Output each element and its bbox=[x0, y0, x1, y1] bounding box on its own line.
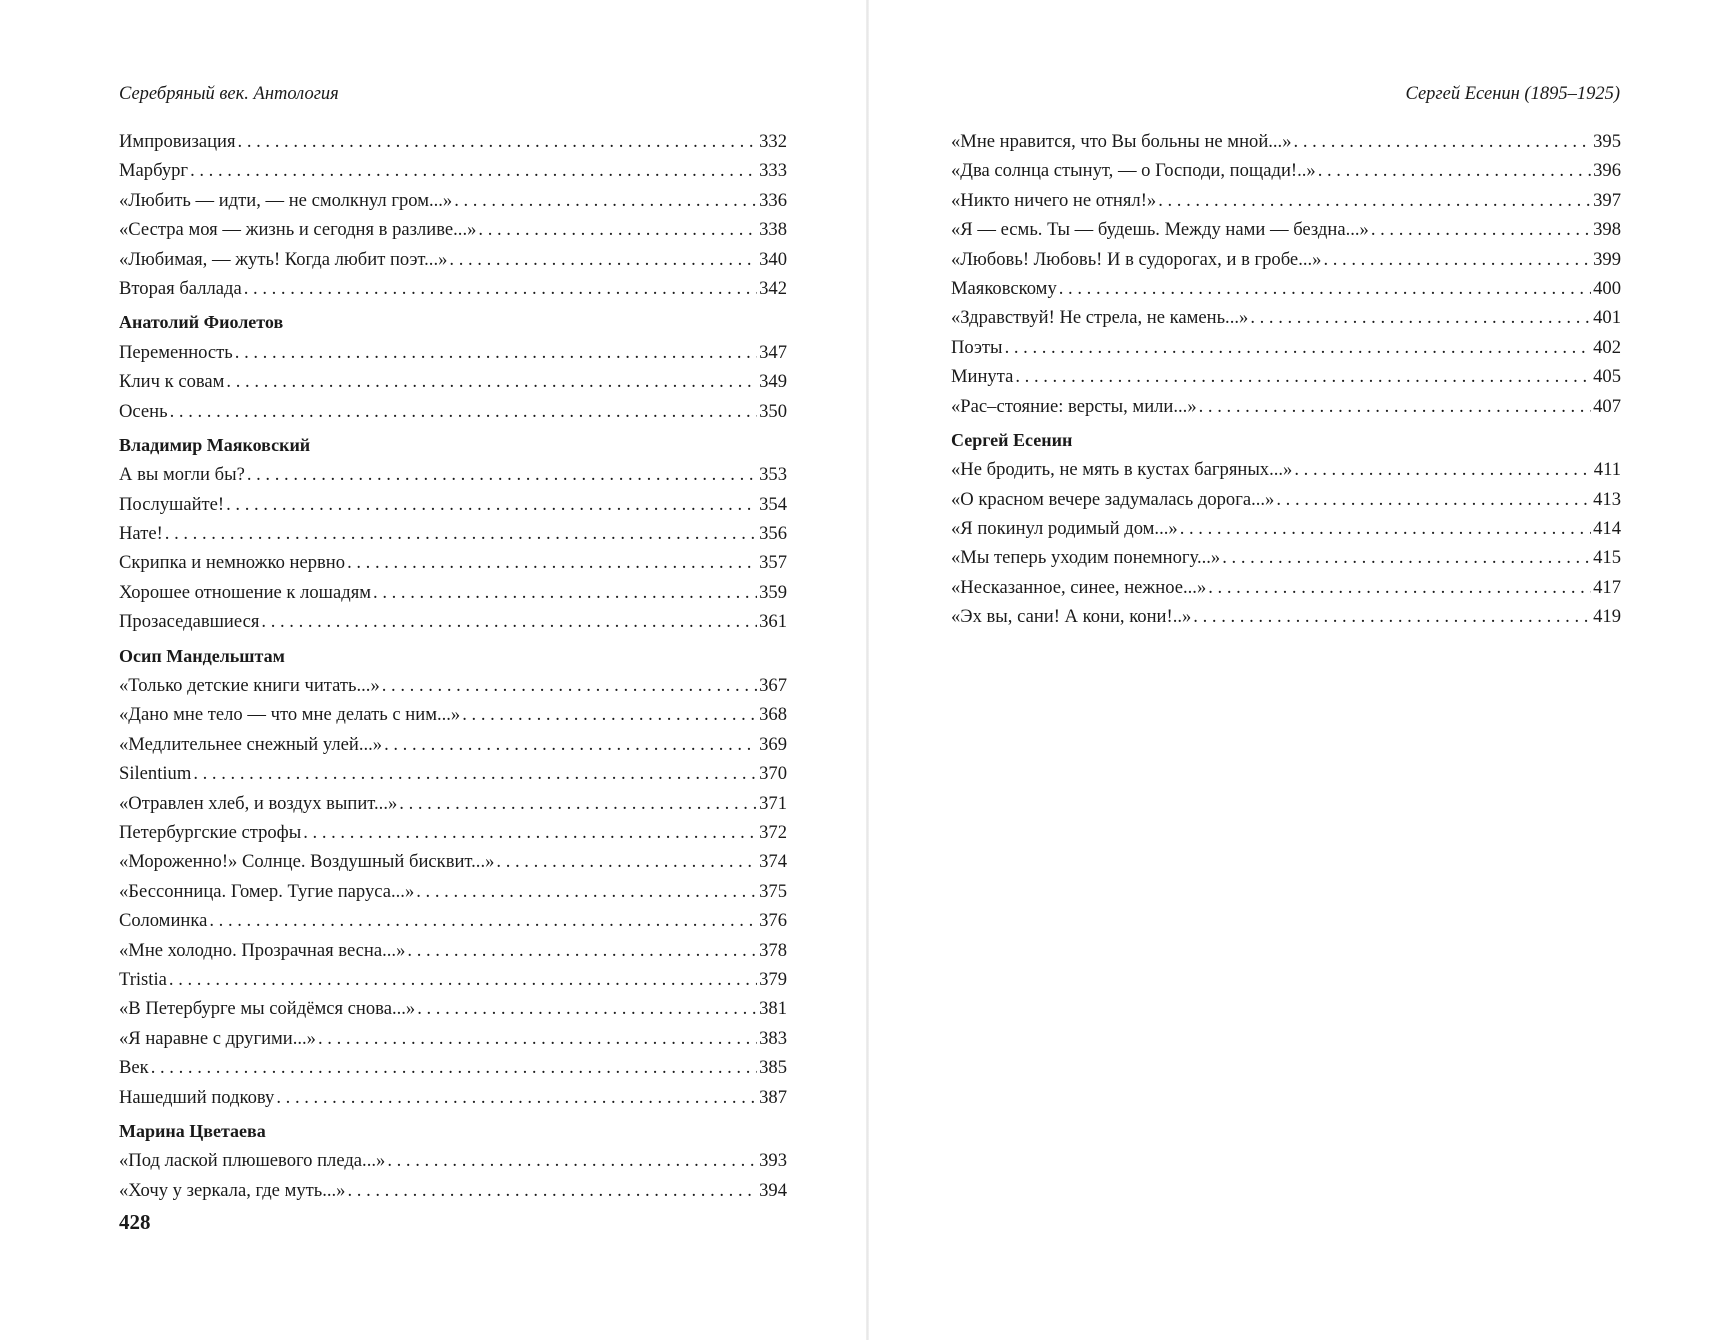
toc-entry-title: Маяковскому bbox=[951, 277, 1057, 299]
toc-entry-title: «Мне нравится, что Вы больны не мной...» bbox=[951, 131, 1292, 152]
toc-entry-title: «Мне холодно. Прозрачная весна...» bbox=[119, 939, 406, 961]
toc-entry-title: Послушайте! bbox=[119, 493, 225, 515]
toc-entry-page: 413 bbox=[1593, 488, 1621, 510]
toc-entry-page: 381 bbox=[759, 998, 787, 1020]
toc-entry[interactable] bbox=[119, 851, 787, 880]
toc-entry-title: Петербургские строфы bbox=[119, 821, 302, 843]
dot-leader bbox=[238, 131, 758, 153]
author-heading: Марина Цветаева bbox=[119, 1120, 266, 1141]
dot-leader bbox=[303, 822, 757, 844]
dot-leader bbox=[416, 881, 757, 903]
toc-entry-page: 342 bbox=[759, 277, 787, 299]
toc-entry-title: Хорошее отношение к лошадям bbox=[119, 581, 372, 603]
dot-leader bbox=[478, 219, 757, 241]
dot-leader bbox=[1318, 160, 1591, 182]
dot-leader bbox=[226, 371, 757, 393]
toc-entry[interactable] bbox=[119, 342, 787, 371]
toc-entry[interactable] bbox=[119, 401, 787, 430]
toc-entry-title: Клич к совам bbox=[119, 371, 225, 393]
toc-entry[interactable] bbox=[119, 822, 787, 851]
toc-entry-title: «Два солнца стынут, — о Господи, пощади!..» bbox=[951, 160, 1316, 182]
dot-leader bbox=[1015, 366, 1591, 388]
toc-entry[interactable] bbox=[951, 606, 1621, 635]
toc-entry[interactable] bbox=[119, 793, 787, 822]
toc-entry[interactable] bbox=[951, 219, 1621, 248]
dot-leader bbox=[347, 552, 757, 574]
toc-entry[interactable] bbox=[119, 494, 787, 523]
toc-entry-title: Марбург bbox=[119, 160, 189, 182]
toc-entry-page: 347 bbox=[759, 341, 787, 363]
dot-leader bbox=[1250, 307, 1591, 329]
dot-leader bbox=[347, 1180, 757, 1202]
dot-leader bbox=[384, 734, 757, 756]
toc-entry-page: 378 bbox=[759, 939, 787, 961]
toc-entry-title: «Мороженно!» Солнце. Воздушный бисквит...» bbox=[119, 851, 495, 873]
toc-entry[interactable] bbox=[119, 278, 787, 307]
toc-entry-title: «Любовь! Любовь! И в судорогах, и в гробе...» bbox=[951, 248, 1322, 270]
toc-entry-page: 399 bbox=[1593, 248, 1621, 270]
left-page bbox=[0, 0, 866, 1340]
toc-entry-page: 336 bbox=[759, 189, 787, 211]
toc-entry-page: 368 bbox=[759, 704, 787, 726]
toc-entry-page: 419 bbox=[1593, 606, 1621, 628]
dot-leader bbox=[399, 793, 757, 815]
toc-entry[interactable] bbox=[119, 523, 787, 552]
toc-entry[interactable] bbox=[951, 366, 1621, 395]
dot-leader bbox=[276, 1087, 757, 1109]
toc-entry-title: «Хочу у зеркала, где муть...» bbox=[119, 1179, 346, 1201]
toc-entry-title: «Несказанное, синее, нежное...» bbox=[951, 576, 1207, 598]
toc-entry[interactable] bbox=[951, 278, 1621, 307]
toc-entry-page: 393 bbox=[759, 1150, 787, 1172]
toc-entry-title: Поэты bbox=[951, 336, 1003, 358]
author-heading: Сергей Есенин bbox=[951, 429, 1073, 450]
toc-entry-title: «О красном вечере задумалась дорога...» bbox=[951, 488, 1275, 510]
toc-entry-title: «Я наравне с другими...» bbox=[119, 1027, 316, 1049]
toc-entry[interactable] bbox=[119, 1028, 787, 1057]
toc-entry-title: «Я — есмь. Ты — будешь. Между нами — бездна...» bbox=[951, 219, 1369, 241]
toc-entry-page: 372 bbox=[759, 821, 787, 843]
toc-entry-page: 411 bbox=[1593, 459, 1621, 481]
dot-leader bbox=[496, 851, 757, 873]
dot-leader bbox=[1193, 606, 1591, 628]
toc-entry-page: 383 bbox=[759, 1027, 787, 1049]
toc-entry-page: 417 bbox=[1593, 576, 1621, 598]
toc-entry-title: Век bbox=[119, 1057, 149, 1079]
author-heading: Осип Мандельштам bbox=[119, 645, 285, 666]
toc-entry-title: «Под лаской плюшевого пледа...» bbox=[119, 1150, 386, 1172]
toc-entry-title: Осень bbox=[119, 400, 168, 422]
toc-entry-page: 338 bbox=[759, 219, 787, 241]
dot-leader bbox=[169, 969, 757, 991]
toc-entry-title: Нате! bbox=[119, 523, 163, 545]
toc-entry[interactable] bbox=[119, 969, 787, 998]
toc-entry-title: Переменность bbox=[119, 341, 233, 363]
toc-entry[interactable] bbox=[119, 1087, 787, 1116]
toc-entry-title: «Дано мне тело — что мне делать с ним...» bbox=[119, 704, 461, 726]
toc-entry[interactable] bbox=[951, 160, 1621, 189]
toc-entry-page: 354 bbox=[759, 493, 787, 515]
dot-leader bbox=[462, 704, 757, 726]
toc-entry-title: «Только детские книги читать...» bbox=[119, 675, 380, 697]
toc-entry[interactable] bbox=[119, 371, 787, 400]
dot-leader bbox=[1158, 190, 1591, 212]
toc-entry-title: «Никто ничего не отнял!» bbox=[951, 189, 1157, 211]
toc-entry-title: «Я покинул родимый дом...» bbox=[951, 518, 1178, 540]
toc-entry[interactable] bbox=[951, 489, 1621, 518]
toc-entry-page: 379 bbox=[759, 968, 787, 990]
toc-entry[interactable] bbox=[951, 459, 1621, 488]
toc-entry-title: Соломинка bbox=[119, 910, 208, 932]
toc-entry-title: «Любить — идти, — не смолкнул гром...» bbox=[119, 189, 453, 211]
toc-entry[interactable] bbox=[951, 190, 1621, 219]
toc-entry-title: Вторая баллада bbox=[119, 277, 242, 299]
toc-entry-title: «Эх вы, сани! А кони, кони!..» bbox=[951, 606, 1192, 628]
toc-entry-title: «Медлительнее снежный улей...» bbox=[119, 733, 383, 755]
toc-entry[interactable] bbox=[119, 219, 787, 248]
dot-leader bbox=[1371, 219, 1591, 241]
toc-entry-page: 371 bbox=[759, 792, 787, 814]
toc-entry[interactable] bbox=[119, 881, 787, 910]
toc-entry-page: 353 bbox=[759, 464, 787, 486]
dot-leader bbox=[417, 998, 757, 1020]
toc-entry-page: 370 bbox=[759, 763, 787, 785]
toc-entry[interactable] bbox=[119, 1180, 787, 1209]
toc-entry-title: «Мы теперь уходим понемногу...» bbox=[951, 547, 1221, 569]
toc-entry-page: 376 bbox=[759, 910, 787, 932]
toc-entry-title: Нашедший подкову bbox=[119, 1086, 275, 1108]
toc-entry-page: 385 bbox=[759, 1057, 787, 1079]
author-heading: Владимир Маяковский bbox=[119, 434, 311, 455]
toc-entry[interactable] bbox=[119, 1150, 787, 1179]
toc-entry[interactable] bbox=[951, 337, 1621, 366]
dot-leader bbox=[382, 675, 757, 697]
toc-entry[interactable] bbox=[119, 704, 787, 733]
toc-entry-page: 402 bbox=[1593, 336, 1621, 358]
dot-leader bbox=[165, 523, 757, 545]
toc-entry[interactable] bbox=[951, 249, 1621, 278]
toc-entry-page: 359 bbox=[759, 581, 787, 603]
toc-entry-page: 356 bbox=[759, 523, 787, 545]
toc-entry-page: 394 bbox=[759, 1179, 787, 1201]
dot-leader bbox=[170, 401, 758, 423]
toc-entry-page: 333 bbox=[759, 160, 787, 182]
toc-entry-page: 357 bbox=[759, 552, 787, 574]
dot-leader bbox=[1180, 518, 1591, 540]
toc-entry-page: 414 bbox=[1593, 518, 1621, 540]
toc-entry[interactable] bbox=[951, 518, 1621, 547]
toc-entry-title: «Бессонница. Гомер. Тугие паруса...» bbox=[119, 880, 415, 902]
dot-leader bbox=[1276, 489, 1591, 511]
toc-entry[interactable] bbox=[119, 249, 787, 278]
dot-leader bbox=[190, 160, 757, 182]
toc-entry-page: 396 bbox=[1593, 160, 1621, 182]
dot-leader bbox=[1199, 396, 1591, 418]
toc-entry[interactable] bbox=[119, 998, 787, 1027]
dot-leader bbox=[247, 464, 757, 486]
toc-entry-page: 375 bbox=[759, 880, 787, 902]
toc-entry-page: 374 bbox=[759, 851, 787, 873]
toc-entry[interactable] bbox=[119, 611, 787, 640]
toc-entry-page: 340 bbox=[759, 248, 787, 270]
toc-entry-page: 387 bbox=[759, 1086, 787, 1108]
toc-entry-title: «Сестра моя — жизнь и сегодня в разливе...» bbox=[119, 219, 477, 241]
toc-entry-title: «Здравствуй! Не стрела, не камень...» bbox=[951, 307, 1249, 329]
toc-entry[interactable] bbox=[119, 131, 787, 160]
toc-entry[interactable] bbox=[119, 910, 787, 939]
dot-leader bbox=[209, 910, 757, 932]
dot-leader bbox=[449, 249, 757, 271]
toc-entry[interactable] bbox=[119, 763, 787, 792]
dot-leader bbox=[244, 278, 757, 300]
right-toc bbox=[951, 131, 1621, 636]
dot-leader bbox=[407, 940, 757, 962]
toc-entry-page: 415 bbox=[1593, 547, 1621, 569]
dot-leader bbox=[1222, 547, 1591, 569]
left-toc bbox=[119, 131, 787, 1209]
toc-entry[interactable] bbox=[119, 1057, 787, 1086]
toc-entry[interactable] bbox=[119, 582, 787, 611]
toc-entry-title: «Любимая, — жуть! Когда любит поэт...» bbox=[119, 248, 448, 270]
left-running-head: Серебряный век. Антология bbox=[119, 84, 339, 104]
dot-leader bbox=[235, 342, 757, 364]
toc-entry-page: 395 bbox=[1593, 131, 1621, 152]
toc-entry-title: «В Петербурге мы сойдёмся снова...» bbox=[119, 998, 416, 1020]
toc-entry-title: «Отравлен хлеб, и воздух выпит...» bbox=[119, 792, 398, 814]
toc-entry-page: 400 bbox=[1593, 277, 1621, 299]
author-heading: Анатолий Фиолетов bbox=[119, 312, 284, 333]
toc-entry-page: 349 bbox=[759, 371, 787, 393]
toc-entry-title: «Не бродить, не мять в кустах багряных...» bbox=[951, 459, 1293, 481]
dot-leader bbox=[151, 1057, 757, 1079]
toc-entry[interactable] bbox=[951, 131, 1621, 160]
toc-entry-title: Tristia bbox=[119, 968, 167, 990]
toc-entry-page: 397 bbox=[1593, 189, 1621, 211]
dot-leader bbox=[454, 190, 757, 212]
toc-entry[interactable] bbox=[119, 675, 787, 704]
toc-entry-title: Прозаседавшиеся bbox=[119, 611, 260, 633]
toc-entry-page: 369 bbox=[759, 733, 787, 755]
toc-entry-title: Silentium bbox=[119, 763, 192, 785]
toc-entry-title: Импровизация bbox=[119, 131, 236, 152]
page-number: 428 bbox=[119, 1210, 151, 1234]
dot-leader bbox=[318, 1028, 757, 1050]
toc-entry-title: «Рас–стояние: версты, мили...» bbox=[951, 395, 1197, 417]
toc-entry[interactable] bbox=[951, 577, 1621, 606]
toc-entry-title: А вы могли бы? bbox=[119, 464, 245, 486]
right-page bbox=[869, 0, 1736, 1340]
dot-leader bbox=[1294, 459, 1591, 481]
toc-entry-page: 401 bbox=[1593, 307, 1621, 329]
right-running-head: Сергей Есенин (1895–1925) bbox=[1405, 84, 1620, 104]
toc-entry[interactable] bbox=[119, 940, 787, 969]
dot-leader bbox=[1208, 577, 1591, 599]
toc-entry-page: 407 bbox=[1593, 395, 1621, 417]
toc-entry-title: Минута bbox=[951, 366, 1014, 388]
toc-entry[interactable] bbox=[119, 160, 787, 189]
dot-leader bbox=[1294, 131, 1592, 153]
toc-entry[interactable] bbox=[119, 190, 787, 219]
dot-leader bbox=[261, 611, 757, 633]
dot-leader bbox=[387, 1150, 757, 1172]
dot-leader bbox=[1005, 337, 1592, 359]
toc-entry[interactable] bbox=[951, 547, 1621, 576]
dot-leader bbox=[1323, 249, 1591, 271]
dot-leader bbox=[1059, 278, 1591, 300]
toc-entry-page: 398 bbox=[1593, 219, 1621, 241]
toc-entry[interactable] bbox=[951, 307, 1621, 336]
toc-entry-page: 405 bbox=[1593, 366, 1621, 388]
toc-entry-page: 350 bbox=[759, 400, 787, 422]
dot-leader bbox=[226, 494, 757, 516]
toc-entry[interactable] bbox=[119, 552, 787, 581]
dot-leader bbox=[193, 763, 757, 785]
toc-entry-page: 361 bbox=[759, 611, 787, 633]
toc-entry[interactable] bbox=[119, 464, 787, 493]
toc-entry[interactable] bbox=[951, 396, 1621, 425]
toc-entry-page: 332 bbox=[759, 131, 787, 152]
toc-entry[interactable] bbox=[119, 734, 787, 763]
toc-entry-page: 367 bbox=[759, 675, 787, 697]
dot-leader bbox=[373, 582, 757, 604]
toc-entry-title: Скрипка и немножко нервно bbox=[119, 552, 346, 574]
